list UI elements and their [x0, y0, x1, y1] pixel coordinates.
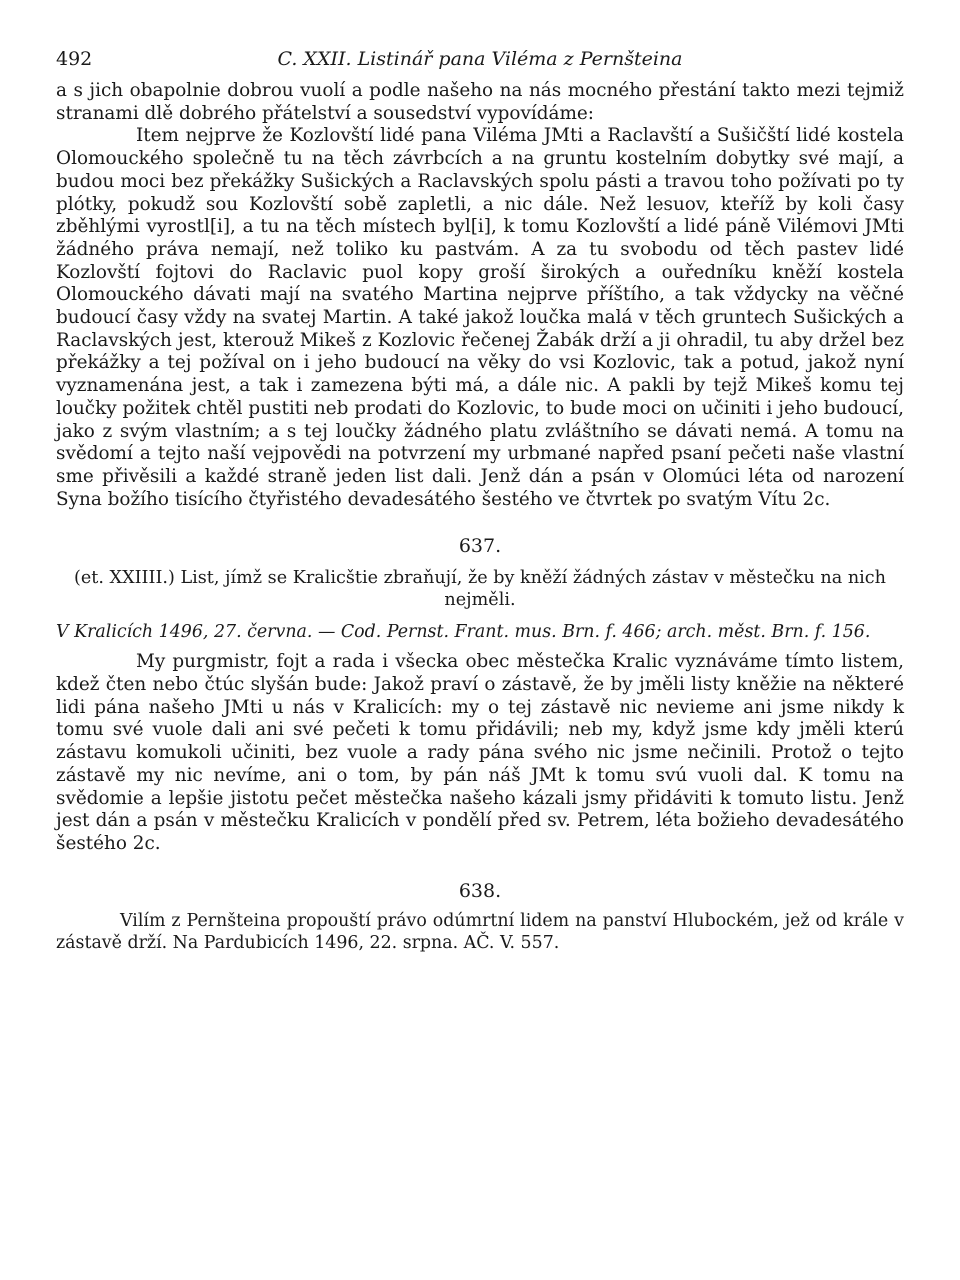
document-heading-637: (et. XXIIII.) List, jímž se Kralicštie zbraňují, že by kněží žádných zástav v městečku na nich nejměli.: [74, 568, 886, 611]
document-number-638: 638.: [458, 879, 502, 902]
document-number-637: 637.: [458, 535, 502, 558]
page: [56, 44, 904, 954]
paragraph-opening: a s jich obapolnie dobrou vuolí a podle našeho na nás mocného přestání takto mezi tejmiž stranami dlě dobrého přátelství a sousedství vypovídáme:: [56, 80, 904, 124]
document-body-637: My purgmistr, fojt a rada i všecka obec městečka Kralic vyznáváme tímto listem, kdež čten nebo čtúc slyšán bude: Jakož praví o zástavě, že by jměli listy kněžie na některé lidi pána našeho JMti u nás v Kralicích: my o tej zástavě nic nevieme ani jsme nikdy k tomu své vuole dali ani své pečeti k tomu přidávili; neb my, když jsme kdy jměli kterú zástavu komukoli učiniti, bez vuole a rady pána svého nic jsme nečinili. Protož o tejto zástavě my nic nevíme, ani o tom, by pán náš JMt k tomu svú vuoli dal. K tomu na svědomie a lepšie jistotu pečet městečka našeho kázali jsmy přidáviti k tomuto listu. Jenž jest dán a psán v městečku Kralicích v pondělí před sv. Petrem, léta božieho devadesátého šestého 2c.: [56, 651, 904, 854]
paragraph-item: Item nejprve že Kozlovští lidé pana Viléma JMti a Raclavští a Sušičští lidé kostela Olomouckého společně tu na těch závrbcích a na gruntu kostelním dobytky své mají, a budou moci bez překážky Sušických a Raclavských spolu pásti a travou toho požívati po ty plótky, pokudž sou Kozlovští sobě zapletli, a nic dále. Než lesuov, kteříž by koli časy zběhlými vyrostl[i], a tu na těch místech byl[i], k tomu Kozlovští a lidé páně Vilémovi JMti žádného práva nemají, než toliko ku pastvám. A za tu svobodu od těch pastev lidé Kozlovští fojtovi do Raclavic puol kopy groší širokých a ouředníku kněží kostela Olomouckého dávati mají na svatého Martina nejprve příštího, a tak vždycky na věčné budoucí časy vždy na svatej Martin. A také jakož loučka malá v těch gruntech Sušických a Raclavských jest, kterouž Mikeš z Kozlovic řečenej Žabák drží a ji ohradil, tu aby držel bez překážky a tej požíval on i jeho budoucí na věky do vsi Kozlovic, tak a potud, jakož nyní vyznamenána jest, a tak i zamezena býti má, a dále nic. A pakli by tejž Mikeš komu tej loučky požitek chtěl pustiti neb prodati do Kozlovic, to bude moci on učiniti i jeho budoucí, jako z svým vlastním; a s tej loučky žádného platu zvláštního se dávati nemá. A tomu na svědomí a tejto naší vejpovědi na potvrzení my urbmané napřed psaní pečeti naše vlastní sme přivěsili a každé straně jeden list dali. Jenž dán a psán v Olomúci léta od narození Syna božího tisícího čtyřistého devadesátého šestého ve čtvrtek po svatým Vítu 2c.: [56, 125, 904, 510]
running-head: [56, 44, 904, 80]
document-regest-638: Vilím z Pernšteina propouští právo odúmrtní lidem na panství Hlubockém, jež od krále v zástavě drží. Na Pardubicích 1496, 22. srpna. AČ. V. 557.: [56, 910, 904, 953]
running-title: C. XXII. Listinář pana Viléma z Pernšteina: [277, 48, 683, 70]
document-636-continuation: [56, 80, 904, 511]
document-source-637: V Kralicích 1496, 27. června. — Cod. Pernst. Frant. mus. Brn. f. 466; arch. měst. Brn. f. 156.: [56, 622, 871, 643]
page-number: 492: [56, 48, 93, 70]
